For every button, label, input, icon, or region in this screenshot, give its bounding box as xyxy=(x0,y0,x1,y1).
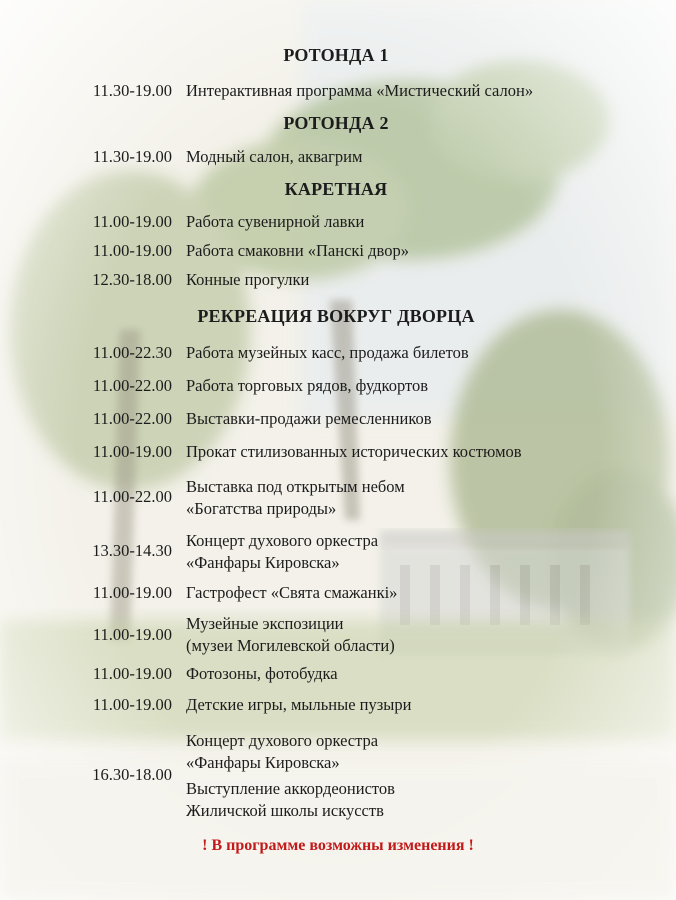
event-description: (музеи Могилевской области) xyxy=(186,636,395,655)
time-range: 12.30-18.00 xyxy=(92,270,172,289)
event-description: Гастрофест «Свята смажанкі» xyxy=(186,583,398,602)
time-range: 11.00-22.00 xyxy=(92,487,172,506)
event-description: Фотозоны, фотобудка xyxy=(186,664,338,683)
event-description: Выставка под открытым небом xyxy=(186,477,405,496)
time-range: 11.00-19.00 xyxy=(92,664,172,683)
program-change-notice: ! В программе возможны изменения ! xyxy=(202,837,474,854)
time-range: 11.30-19.00 xyxy=(92,147,172,166)
event-description: «Фанфары Кировска» xyxy=(186,553,340,572)
time-range: 16.30-18.00 xyxy=(92,765,172,784)
event-description: Детские игры, мыльные пузыри xyxy=(186,695,412,714)
event-description: Модный салон, аквагрим xyxy=(186,147,363,166)
event-description: Концерт духового оркестра xyxy=(186,531,379,550)
time-range: 11.00-19.00 xyxy=(92,212,172,231)
event-description: Жиличской школы искусств xyxy=(186,801,384,820)
time-range: 11.30-19.00 xyxy=(92,81,172,100)
time-range: 11.00-19.00 xyxy=(92,625,172,644)
time-range: 11.00-22.00 xyxy=(92,376,172,395)
event-description: Конные прогулки xyxy=(186,270,310,289)
event-description: Работа музейных касс, продажа билетов xyxy=(186,343,469,362)
event-description: Выставки-продажи ремесленников xyxy=(186,409,432,428)
event-description: Прокат стилизованных исторических костюмов xyxy=(186,442,522,461)
event-description: Концерт духового оркестра xyxy=(186,731,379,750)
time-range: 11.00-19.00 xyxy=(92,442,172,461)
event-description: Работа смаковни «Панскі двор» xyxy=(186,241,409,260)
event-description: Работа торговых рядов, фудкортов xyxy=(186,376,429,395)
event-description: Музейные экспозиции xyxy=(186,614,344,633)
time-range: 11.00-19.00 xyxy=(92,241,172,260)
section-title-recreation: РЕКРЕАЦИЯ ВОКРУГ ДВОРЦА xyxy=(197,306,475,326)
section-title-karetnaya: КАРЕТНАЯ xyxy=(284,179,388,199)
time-range: 11.00-19.00 xyxy=(92,695,172,714)
section-title-rotonda-2: РОТОНДА 2 xyxy=(283,113,389,133)
time-range: 11.00-22.00 xyxy=(92,409,172,428)
event-description: «Богатства природы» xyxy=(186,499,337,518)
event-description: Интерактивная программа «Мистический салон» xyxy=(186,81,534,100)
time-range: 11.00-19.00 xyxy=(92,583,172,602)
time-range: 13.30-14.30 xyxy=(92,541,172,560)
event-description: «Фанфары Кировска» xyxy=(186,753,340,772)
time-range: 11.00-22.30 xyxy=(92,343,172,362)
section-title-rotonda-1: РОТОНДА 1 xyxy=(283,45,389,65)
event-description: Выступление аккордеонистов xyxy=(186,779,395,798)
event-description: Работа сувенирной лавки xyxy=(186,212,365,231)
